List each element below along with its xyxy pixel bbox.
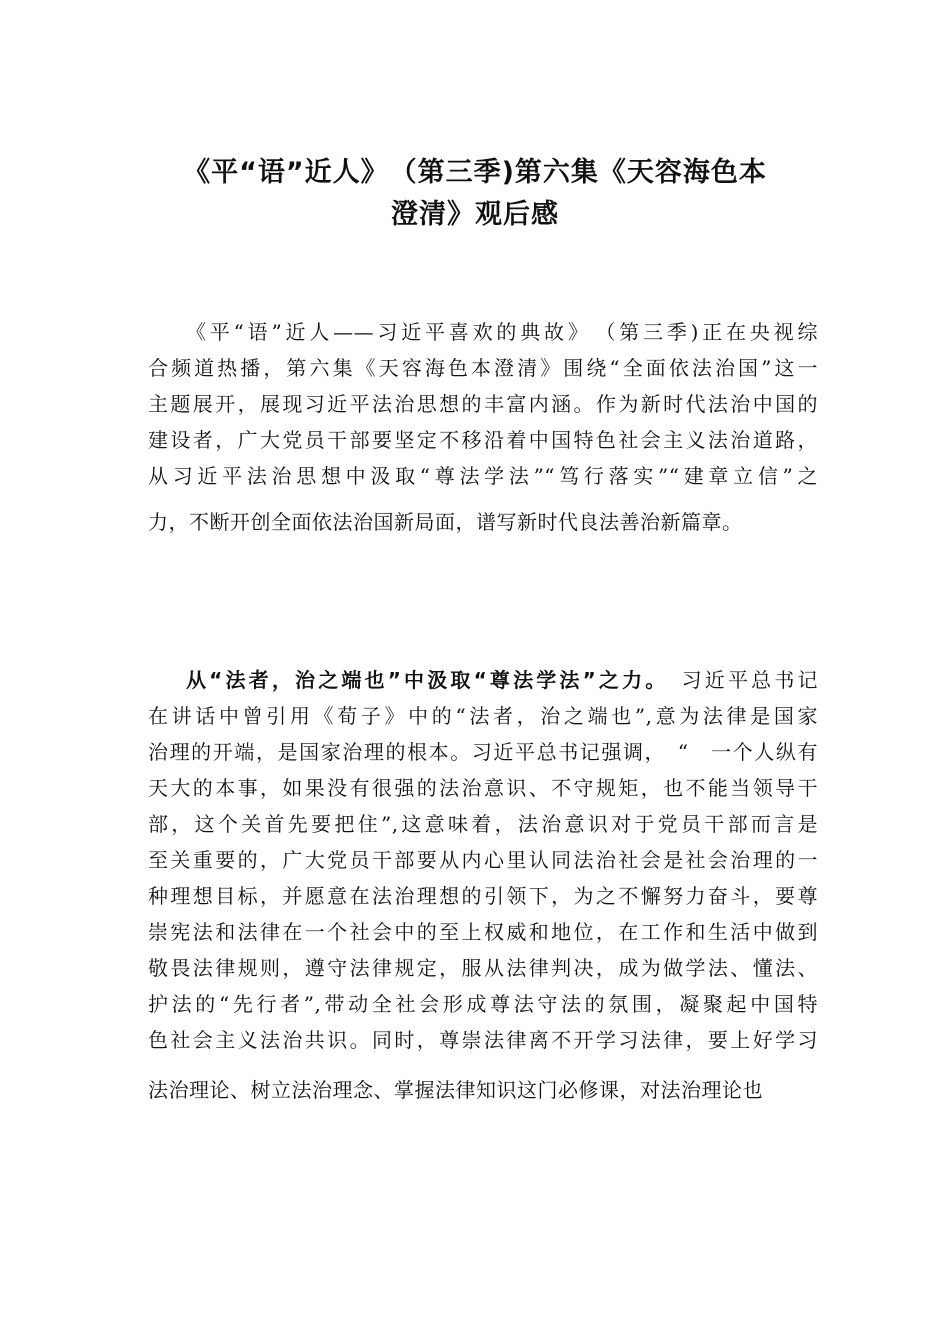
paragraph-section-1 [148, 662, 818, 1108]
section-heading: 从“法者，治之端也”中汲取“尊法学法”之力。 [186, 668, 659, 692]
paragraph-line: 色社会主义法治共识。同时，尊崇法律离不开学习法律，要上好学习 [148, 1028, 818, 1052]
paragraph-line: 种理想目标，并愿意在法治理想的引领下，为之不懈努力奋斗，要尊 [148, 884, 818, 908]
document-title [140, 152, 810, 236]
paragraph-line: 《平“语”近人——习近平喜欢的典故》 （第三季)正在央视综 [186, 320, 818, 344]
paragraph-line: 主题展开，展现习近平法治思想的丰富内涵。作为新时代法治中国的 [148, 392, 818, 416]
paragraph-line: 法治理论、树立法治理念、掌握法律知识这门必修课，对法治理论也 [148, 1078, 763, 1102]
title-line-2: 澄清》观后感 [391, 199, 559, 230]
paragraph-line: 从习近平法治思想中汲取“尊法学法”“笃行落实”“建章立信”之 [148, 464, 818, 488]
paragraph-line: 治理的开端，是国家治理的根本。习近平总书记强调， “ 一个人纵有 [148, 740, 818, 764]
paragraph-line: 敬畏法律规则，遵守法律规定，服从法律判决，成为做学法、懂法、 [148, 956, 818, 980]
paragraph-intro [148, 314, 818, 540]
title-line-1: 《平“语”近人》 （第三季)第六集《天容海色本 [183, 157, 767, 188]
paragraph-line: 力，不断开创全面依法治国新局面，谱写新时代良法善治新篇章。 [148, 510, 743, 534]
paragraph-line: 在讲话中曾引用《荀子》中的“法者，治之端也”,意为法律是国家 [148, 704, 818, 728]
paragraph-line: 天大的本事，如果没有很强的法治意识、不守规矩，也不能当领导干 [148, 776, 818, 800]
paragraph-line: 合频道热播，第六集《天容海色本澄清》围绕“全面依法治国”这一 [148, 356, 818, 380]
paragraph-line: 护法的“先行者”,带动全社会形成尊法守法的氛围，凝聚起中国特 [148, 992, 818, 1016]
paragraph-line: 建设者，广大党员干部要坚定不移沿着中国特色社会主义法治道路， [148, 428, 818, 452]
paragraph-line: 崇宪法和法律在一个社会中的至上权威和地位，在工作和生活中做到 [148, 920, 818, 944]
paragraph-line: 部，这个关首先要把住”,这意味着，法治意识对于党员干部而言是 [148, 812, 818, 836]
paragraph-line: 至关重要的，广大党员干部要从内心里认同法治社会是社会治理的一 [148, 848, 818, 872]
paragraph-line [148, 662, 818, 698]
paragraph-text: 习近平总书记 [658, 668, 819, 692]
